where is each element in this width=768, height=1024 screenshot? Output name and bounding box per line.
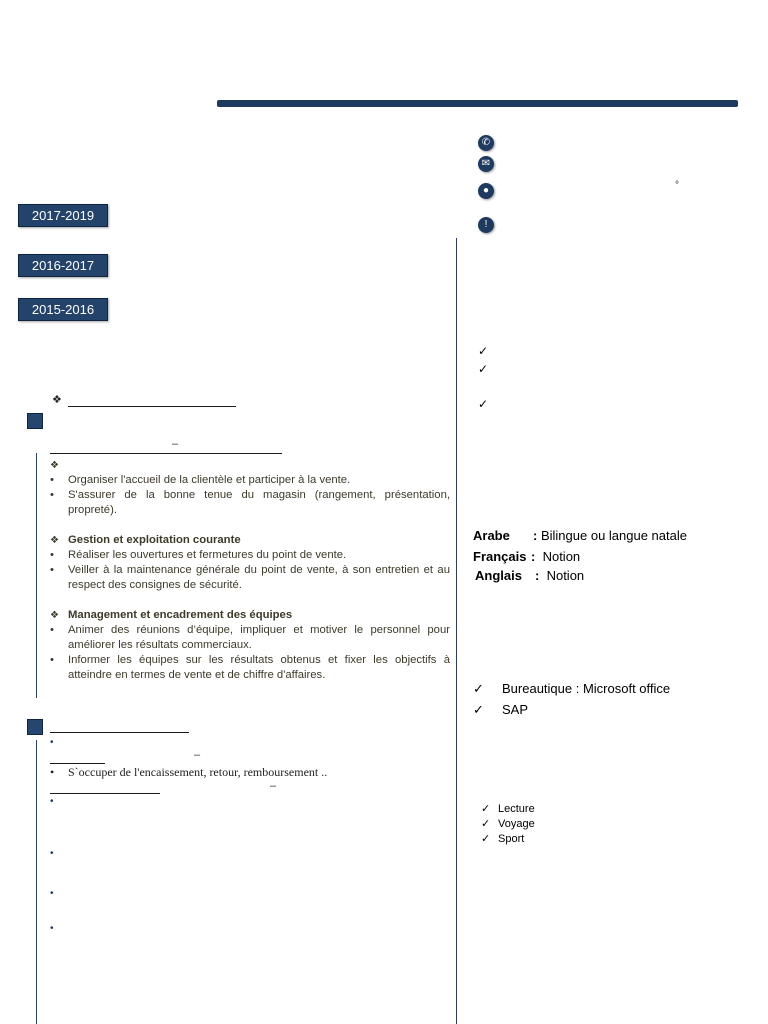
job-title-underline bbox=[50, 732, 189, 733]
hobby-item: ✓ Lecture bbox=[481, 803, 535, 815]
phone-icon: ✆ bbox=[478, 135, 494, 151]
skill-item: ✓ SAP bbox=[473, 702, 529, 717]
list-item: • Animer des réunions d’équipe, impliquer et motiver le personnel pour améliorer les résultats commerciaux. bbox=[50, 624, 450, 651]
bullet: • bbox=[50, 796, 54, 807]
hobby-item: ✓ Voyage bbox=[481, 818, 535, 830]
column-divider bbox=[456, 238, 457, 1024]
list-item: • Veiller à la maintenance générale du point de vente, à son entretien et au respect des consignes de sécurité. bbox=[50, 564, 450, 591]
dash: – bbox=[270, 780, 277, 792]
timeline-line bbox=[36, 740, 37, 1024]
location-icon: ● bbox=[478, 183, 494, 199]
info-icon: ! bbox=[478, 217, 494, 233]
dash: – bbox=[172, 438, 179, 450]
check-icon: ✓ bbox=[481, 803, 491, 815]
list-item: • Réaliser les ouvertures et fermetures du point de vente. bbox=[50, 549, 347, 561]
skill-item: ✓ Bureautique : Microsoft office bbox=[473, 681, 671, 696]
underline bbox=[50, 793, 160, 794]
list-item: • S`occuper de l'encaissement, retour, remboursement .. bbox=[50, 765, 328, 779]
underline bbox=[50, 763, 105, 764]
experience-1-details bbox=[50, 458, 450, 683]
job-title-underline bbox=[50, 453, 282, 454]
degree-mark: ° bbox=[675, 180, 679, 191]
list-item: • Organiser l'accueil de la clientèle et participer à la vente. bbox=[50, 474, 351, 486]
bullet: • bbox=[50, 848, 54, 859]
language-row: Arabe : Bilingue ou langue natale bbox=[473, 528, 687, 543]
subsection-heading: ❖ Management et encadrement des équipes bbox=[50, 609, 293, 621]
check-icon: ✓ bbox=[478, 397, 489, 411]
check-icon: ✓ bbox=[478, 362, 489, 376]
check-icon: ✓ bbox=[473, 702, 484, 717]
subsection-heading: ❖ Gestion et exploitation courante bbox=[50, 534, 241, 546]
dash: – bbox=[194, 749, 201, 761]
check-icon: ✓ bbox=[481, 818, 491, 830]
diamond-icon: ❖ bbox=[52, 394, 62, 406]
check-icon: ✓ bbox=[478, 344, 489, 358]
language-row: Français : Notion bbox=[473, 549, 581, 564]
timeline-marker bbox=[27, 719, 43, 735]
year-badge: 2015-2016 bbox=[18, 298, 108, 321]
timeline-line bbox=[36, 453, 37, 698]
list-item: • Informer les équipes sur les résultats obtenus et fixer les objectifs à atteindre en termes de vente et de chiffre d'affaires. bbox=[50, 654, 450, 681]
bullet: • bbox=[50, 923, 54, 934]
header-bar bbox=[217, 100, 738, 107]
bullet: • bbox=[50, 888, 54, 899]
diamond-icon: ❖ bbox=[50, 535, 59, 546]
diamond-icon: ❖ bbox=[50, 460, 59, 471]
language-row: Anglais : Notion bbox=[475, 568, 585, 583]
check-icon: ✓ bbox=[473, 681, 484, 696]
bullet: • bbox=[50, 737, 54, 748]
list-item: • S'assurer de la bonne tenue du magasin (rangement, présentation, propreté). bbox=[50, 489, 450, 516]
year-badge: 2016-2017 bbox=[18, 254, 108, 277]
diamond-icon: ❖ bbox=[50, 610, 59, 621]
hobby-item: ✓ Sport bbox=[481, 833, 525, 845]
year-badge: 2017-2019 bbox=[18, 204, 108, 227]
timeline-marker bbox=[27, 413, 43, 429]
mail-icon: ✉ bbox=[478, 156, 494, 172]
section-title-underline bbox=[68, 406, 236, 407]
check-icon: ✓ bbox=[481, 833, 491, 845]
